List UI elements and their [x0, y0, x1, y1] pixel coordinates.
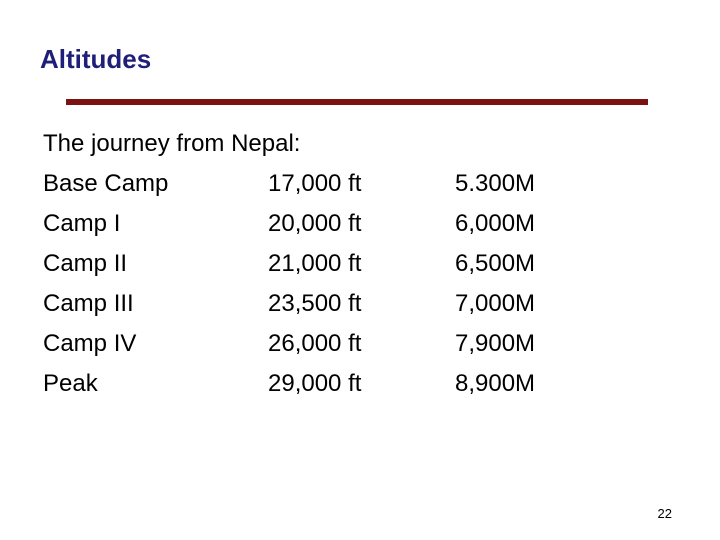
altitude-feet: 26,000 ft [268, 330, 362, 357]
altitude-row-peak [0, 367, 720, 407]
camp-name: Camp III [43, 290, 134, 317]
title-divider [66, 99, 648, 105]
altitude-feet: 29,000 ft [268, 370, 362, 397]
altitude-meters: 8,900M [455, 370, 536, 397]
altitude-row-camp-4 [0, 327, 720, 367]
altitude-row-camp-1 [0, 207, 720, 247]
altitude-row-camp-2 [0, 247, 720, 287]
camp-name: Camp II [43, 250, 128, 277]
camp-name: Base Camp [43, 170, 169, 197]
altitude-meters: 7,900M [455, 330, 536, 357]
camp-name: Camp IV [43, 330, 137, 357]
altitude-feet: 21,000 ft [268, 250, 362, 277]
slide-title: Altitudes [40, 44, 152, 74]
altitude-meters: 6,500M [455, 250, 536, 277]
altitude-feet: 23,500 ft [268, 290, 362, 317]
altitude-feet: 17,000 ft [268, 170, 362, 197]
altitude-meters: 7,000M [455, 290, 536, 317]
altitude-meters: 6,000M [455, 210, 536, 237]
camp-name: Camp I [43, 210, 121, 237]
altitude-row-camp-3 [0, 287, 720, 327]
page-number: 22 [657, 506, 672, 521]
altitude-table [0, 167, 720, 407]
altitude-meters: 5.300M [455, 170, 536, 197]
altitude-feet: 20,000 ft [268, 210, 362, 237]
intro-text: The journey from Nepal: [43, 130, 301, 157]
altitude-row-base-camp [0, 167, 720, 207]
camp-name: Peak [43, 370, 98, 397]
